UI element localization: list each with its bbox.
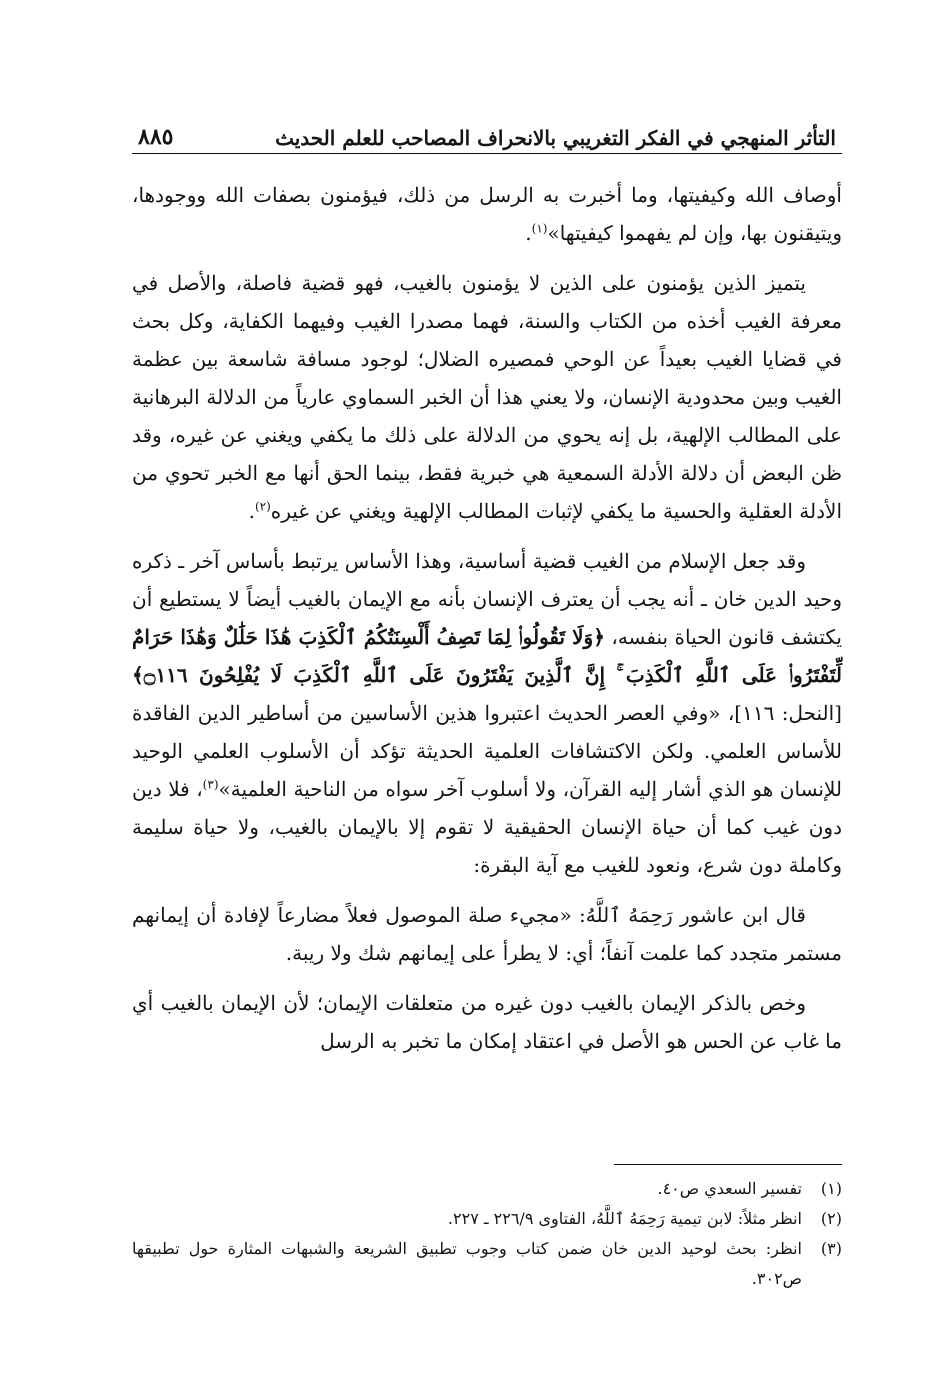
paragraph-4-text: قال ابن عاشور رَحِمَهُ ٱللَّهُ: «مجيء صلة الموصول فعلاً مضارعاً لإفادة أن إيمانهم مستمر متجدد كما علمت آنفاً؛ أي: لا يطرأ على إيمانهم شك ولا ريبة.	[132, 903, 842, 965]
page-header	[138, 110, 836, 150]
footnote-rule	[614, 1164, 842, 1165]
footnote	[132, 1204, 842, 1234]
paragraph-1-end: .	[525, 221, 532, 245]
paragraph-5-text: وخص بالذكر الإيمان بالغيب دون غيره من متعلقات الإيمان؛ لأن الإيمان بالغيب أي ما غاب عن الحس هو الأصل في اعتقاد إمكان ما تخبر به الرسل	[132, 991, 842, 1053]
running-title: التأثر المنهجي في الفكر التغريبي بالانحراف المصاحب للعلم الحديث	[275, 126, 836, 150]
quran-verse: ﴿وَلَا تَقُولُوا۟ لِمَا تَصِفُ أَلْسِنَتُكُمُ ٱلْكَذِبَ هَٰذَا حَلَٰلٌ وَهَٰذَا حَرَامٌ لِّتَفْتَرُوا۟ عَلَى ٱللَّهِ ٱلْكَذِبَ ۚ إِنَّ ٱلَّذِينَ يَفْتَرُونَ عَلَى ٱللَّهِ ٱلْكَذِبَ لَا يُفْلِحُونَ ۝١١٦﴾	[132, 625, 842, 687]
footnote-text: انظر: بحث لوحيد الدين خان ضمن كتاب وجوب تطبيق الشريعة والشبهات المثارة حول تطبيقها ص٣٠٢.	[132, 1239, 802, 1288]
page-number: ٨٨٥	[138, 124, 174, 150]
paragraph-3-text-a: وقد جعل الإسلام من الغيب قضية أساسية، وهذا الأساس يرتبط بأساس آخر ـ ذكره وحيد الدين خان ـ أنه يجب أن يعترف الإنسان بأنه مع الإيمان بالغيب أيضاً لا يستطيع أن يكتشف قانون الحياة بنفسه،	[132, 549, 842, 649]
paragraph-2-end: .	[248, 499, 255, 523]
paragraph-5	[132, 984, 842, 1060]
footnote-text: تفسير السعدي ص٤٠.	[657, 1179, 802, 1198]
paragraph-4	[132, 896, 842, 972]
footnote	[132, 1174, 842, 1204]
footnote-text: انظر مثلاً: لابن تيمية رَحِمَهُ ٱللَّهُ، الفتاوى ٢٢٦/٩ ـ ٢٢٧.	[447, 1209, 802, 1228]
footnote-ref-1: (١)	[531, 221, 548, 236]
footnote	[132, 1234, 842, 1294]
paragraph-3-text-b: [النحل: ١١٦]، «وفي العصر الحديث اعتبروا هذين الأساسين من أساطير الدين الفاقدة للأساس العلمي. ولكن الاكتشافات العلمية الحديثة تؤكد أن الأسلوب العلمي الوحيد للإنسان هو الذي أشار إليه القرآن، ولا أسلوب آخر سواه من الناحية العلمية»	[132, 701, 842, 801]
paragraph-2	[132, 264, 842, 530]
paragraph-1	[132, 176, 842, 252]
footnote-number: (٢)	[820, 1209, 842, 1228]
footnote-number: (٣)	[820, 1239, 842, 1258]
footnote-number: (١)	[820, 1179, 842, 1198]
footnote-ref-3: (٣)	[202, 777, 219, 792]
paragraph-2-text: يتميز الذين يؤمنون على الذين لا يؤمنون بالغيب، فهو قضية فاصلة، والأصل في معرفة الغيب أخذه من الكتاب والسنة، فهما مصدرا الغيب وفيهما الكفاية، وكل بحث في قضايا الغيب بعيداً عن الوحي فمصيره الضلال؛ لوجود مسافة شاسعة بين عظمة الغيب وبين محدودية الإنسان، ولا يعني هذا أن الخبر السماوي عارياً من الدلالة البرهانية على المطالب الإلهية، بل إنه يحوي من الدلالة على ذلك ما يكفي ويغني عن غيره، وقد ظن البعض أن دلالة الأدلة السمعية هي خبرية فقط، بينما الحق أنها مع الخبر تحوي من الأدلة العقلية والحسية ما يكفي لإثبات المطالب الإلهية ويغني عن غيره	[132, 271, 842, 523]
footnotes	[132, 1174, 842, 1294]
footnote-ref-2: (٢)	[254, 499, 271, 514]
paragraph-3-text-c: ، فلا دين دون غيب كما أن حياة الإنسان الحقيقية لا تقوم إلا بالإيمان بالغيب، ولا حياة سليمة وكاملة دون شرع، ونعود للغيب مع آية البقرة:	[132, 777, 842, 877]
main-text	[132, 176, 842, 1072]
header-rule	[132, 153, 842, 154]
paragraph-1-text: أوصاف الله وكيفيتها، وما أخبرت به الرسل من ذلك، فيؤمنون بصفات الله ووجودها، ويتيقنون بها، وإن لم يفهموا كيفيتها»	[132, 183, 842, 245]
paragraph-3	[132, 542, 842, 884]
